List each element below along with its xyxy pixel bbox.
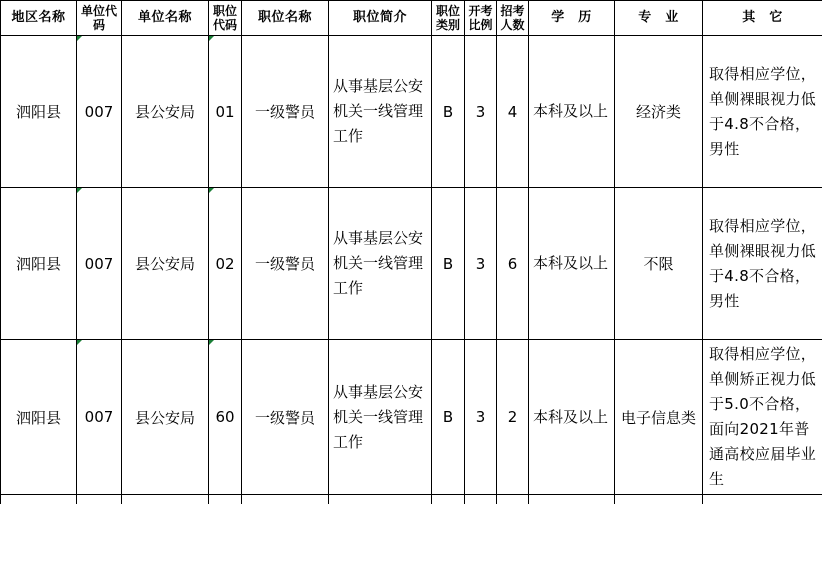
cell-region: 泗阳县 [1, 188, 77, 340]
cell-other: 取得相应学位，单侧裸眼视力低于4.8不合格，男性 [703, 188, 822, 340]
cell-unit-code: 007 [77, 36, 122, 188]
cell-count: 6 [497, 188, 529, 340]
cell-position-name: 一级警员 [242, 340, 329, 495]
header-ratio: 开考比例 [465, 1, 497, 36]
cell-major: 电子信息类 [615, 340, 703, 495]
cell-category: B [432, 188, 465, 340]
cell-education: 本科及以上 [529, 188, 615, 340]
header-count: 招考人数 [497, 1, 529, 36]
cell-major: 不限 [615, 188, 703, 340]
cell-position-name: 一级警员 [242, 36, 329, 188]
cell-intro: 从事基层公安机关一线管理工作 [329, 188, 432, 340]
header-major: 专 业 [615, 1, 703, 36]
header-unit-code: 单位代码 [77, 1, 122, 36]
cell-ratio: 3 [465, 36, 497, 188]
header-education: 学 历 [529, 1, 615, 36]
table-row [1, 36, 822, 188]
cell-position-code: 60 [209, 340, 242, 495]
header-region: 地区名称 [1, 1, 77, 36]
header-position-name: 职位名称 [242, 1, 329, 36]
cell-unit-code: 007 [77, 340, 122, 495]
cell-other: 取得相应学位，单侧矫正视力低于5.0不合格，面向2021年普通高校应届毕业生 [703, 340, 822, 495]
cell-unit-name: 县公安局 [122, 36, 209, 188]
table-row [1, 340, 822, 495]
cell-ratio: 3 [465, 188, 497, 340]
header-unit-name: 单位名称 [122, 1, 209, 36]
table-row [1, 188, 822, 340]
cell-region: 泗阳县 [1, 340, 77, 495]
cell-position-code: 02 [209, 188, 242, 340]
cell-other: 取得相应学位，单侧裸眼视力低于4.8不合格，男性 [703, 36, 822, 188]
cell-unit-name: 县公安局 [122, 188, 209, 340]
cell-education: 本科及以上 [529, 36, 615, 188]
cell-category: B [432, 36, 465, 188]
header-position-code: 职位代码 [209, 1, 242, 36]
cell-unit-code: 007 [77, 188, 122, 340]
cell-count: 2 [497, 340, 529, 495]
header-intro: 职位简介 [329, 1, 432, 36]
cell-intro: 从事基层公安机关一线管理工作 [329, 340, 432, 495]
cell-position-code: 01 [209, 36, 242, 188]
cell-major: 经济类 [615, 36, 703, 188]
header-row [1, 1, 822, 36]
cell-region: 泗阳县 [1, 36, 77, 188]
cell-education: 本科及以上 [529, 340, 615, 495]
cell-intro: 从事基层公安机关一线管理工作 [329, 36, 432, 188]
cell-count: 4 [497, 36, 529, 188]
next-row-stub [1, 495, 822, 505]
cell-unit-name: 县公安局 [122, 340, 209, 495]
cell-category: B [432, 340, 465, 495]
cell-position-name: 一级警员 [242, 188, 329, 340]
cell-ratio: 3 [465, 340, 497, 495]
header-other: 其 它 [703, 1, 822, 36]
header-category: 职位类别 [432, 1, 465, 36]
